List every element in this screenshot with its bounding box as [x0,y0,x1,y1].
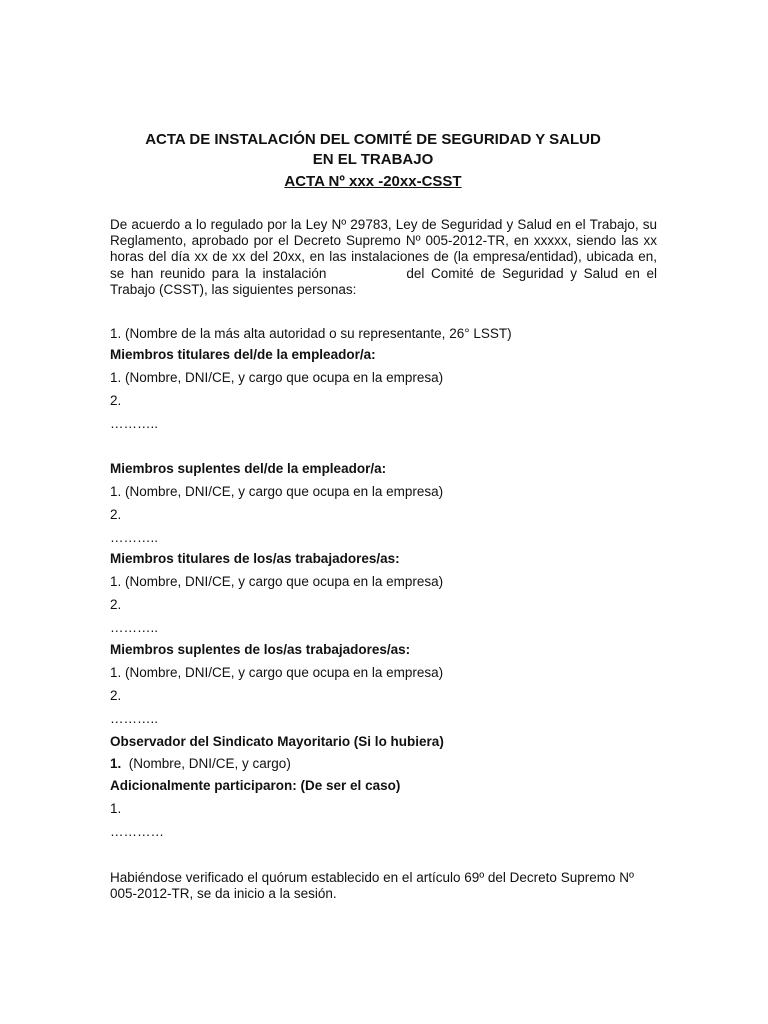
title-line-1: ACTA DE INSTALACIÓN DEL COMITÉ DE SEGURIDAD Y SALUD [145,131,601,148]
section-heading: Miembros titulares de los/as trabajadores/as: [110,551,400,566]
additional-heading: Adicionalmente participaron: (De ser el caso) [110,778,401,793]
section-heading: Miembros suplentes del/de la empleador/a: [110,461,387,476]
placeholder-dots: ……….. [110,620,159,635]
observer-item [110,756,291,771]
list-item: 1. (Nombre, DNI/CE, y cargo que ocupa en la empresa) [110,370,444,385]
list-item: 2. [110,393,122,408]
intro-text-part-2: del Comité de Seguridad y Salud en el Trabajo (CSST), las siguientes personas: [110,265,657,297]
section-heading: Miembros titulares del/de la empleador/a: [110,347,376,362]
document-title [0,130,746,170]
list-item: 1. (Nombre, DNI/CE, y cargo que ocupa en la empresa) [110,665,444,680]
observer-heading: Observador del Sindicato Mayoritario (Si lo hubiera) [110,734,444,749]
list-item: 2. [110,507,122,522]
intro-text-part-1: De acuerdo a lo regulado por la Ley Nº 29783, Ley de Seguridad y Salud en el Trabajo, su Reglamento, aprobado por el Decreto Supremo Nº 005-2012-TR, en xxxxx, siendo las xx horas del día xx de xx del 20xx, en las instalaciones de (la empresa/entidad), ubicada en, se han reunido para la instalación [110,217,657,281]
placeholder-dots: ……….. [110,416,159,431]
closing-paragraph: Habiéndose verificado el quórum establecido en el artículo 69º del Decreto Supremo Nº 005-2012-TR, se da inicio a la sesión. [110,870,634,902]
act-number: ACTA Nº xxx -20xx-CSST [284,173,462,190]
placeholder-dots: ……….. [110,711,159,726]
list-item: 1. [110,801,122,816]
list-item: 1. (Nombre, DNI/CE, y cargo que ocupa en la empresa) [110,484,444,499]
title-line-2: EN EL TRABAJO [312,151,434,168]
intro-paragraph [110,217,657,298]
observer-item-number: 1. [110,756,122,771]
section-heading: Miembros suplentes de los/as trabajadores/as: [110,642,411,657]
placeholder-dots: ……….. [110,530,159,545]
list-item: 2. [110,688,122,703]
placeholder-dots: ………… [110,824,164,839]
list-item: 1. (Nombre, DNI/CE, y cargo que ocupa en la empresa) [110,574,444,589]
authority-item: 1. (Nombre de la más alta autoridad o su representante, 26° LSST) [110,326,512,341]
observer-item-text: (Nombre, DNI/CE, y cargo) [128,756,291,771]
list-item: 2. [110,597,122,612]
